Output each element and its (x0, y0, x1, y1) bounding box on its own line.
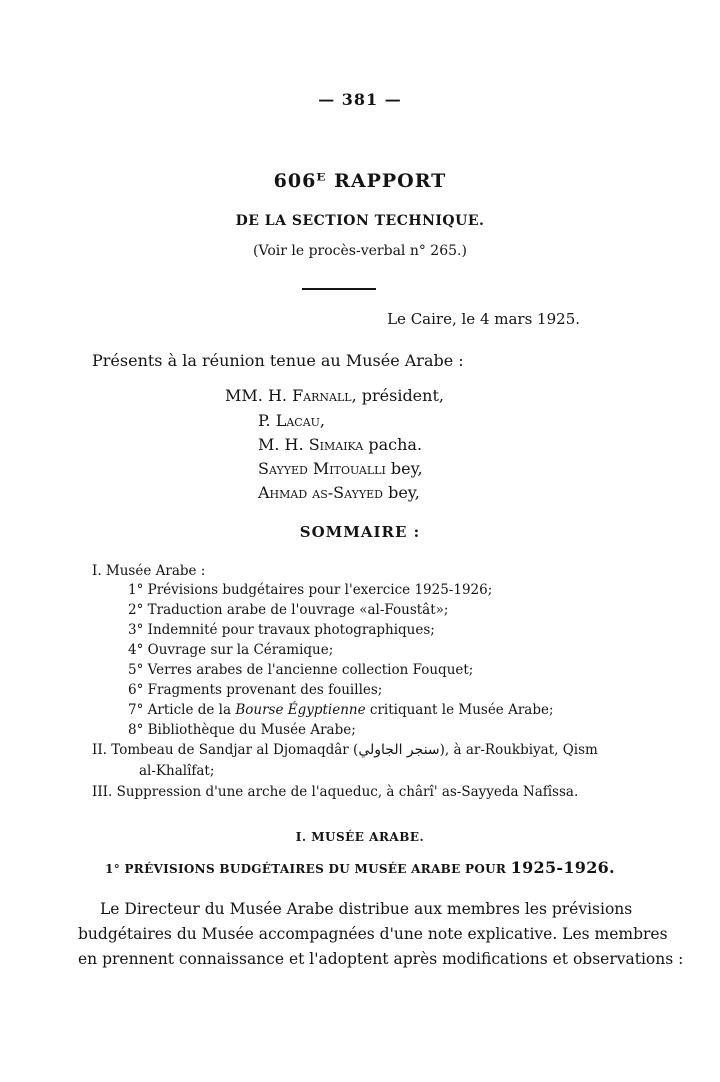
sommaire-item: 5° Verres arabes de l'ancienne collection Fouquet; (128, 662, 474, 678)
sommaire-item: 2° Traduction arabe de l'ouvrage «al-Foustât»; (128, 602, 449, 618)
section-title: I. MUSÉE ARABE. (295, 830, 425, 844)
sommaire-title: SOMMAIRE : (299, 523, 421, 541)
sommaire-item-text: critiquant le Musée Arabe; (365, 702, 554, 718)
sommaire-item: 6° Fragments provenant des fouilles; (128, 682, 383, 698)
newspaper-title: Bourse Égyptienne (235, 702, 366, 718)
sommaire-item-text: 7° Article de la (128, 702, 236, 718)
member-name: Lacau (275, 411, 320, 430)
member-name: Ahmad as-Sayyed (258, 483, 383, 502)
report-subtitle: DE LA SECTION TECHNIQUE. (235, 213, 485, 229)
sommaire-item: 3° Indemnité pour travaux photographiques; (128, 622, 435, 638)
section-subtitle (0, 858, 720, 877)
member-suffix: , président, (351, 386, 444, 405)
sommaire-item (92, 742, 598, 758)
member-suffix: bey, (385, 459, 423, 478)
sommaire-item: 1° Prévisions budgétaires pour l'exercice 1925-1926; (128, 582, 493, 598)
member-name: Sayyed Mitoualli (258, 459, 386, 478)
sommaire-item-text: II. Tombeau de Sandjar al Djomaqdâr ( (92, 742, 359, 758)
member-prefix: MM. H. (225, 386, 293, 405)
section-subtitle-label: 1° PRÉVISIONS BUDGÉTAIRES DU MUSÉE ARABE POUR (105, 862, 507, 876)
attendance-intro: Présents à la réunion tenue au Musée Arabe : (92, 351, 464, 370)
date-line: Le Caire, le 4 mars 1925. (387, 310, 580, 328)
sommaire-item-text: ), à ar-Roukbiyat, Qism (439, 742, 598, 758)
member-suffix: bey, (382, 483, 420, 502)
member-line (258, 435, 422, 454)
paragraph-line: budgétaires du Musée accompagnées d'une note explicative. Les membres (78, 925, 668, 943)
report-title: 606ᴱ RAPPORT (273, 170, 447, 192)
report-reference-note: (Voir le procès-verbal n° 265.) (253, 243, 467, 259)
sommaire-item: 8° Bibliothèque du Musée Arabe; (128, 722, 356, 738)
page-number: — 381 — (318, 90, 402, 109)
member-suffix: pacha. (363, 435, 423, 454)
member-line (258, 483, 420, 502)
sommaire-item: 4° Ouvrage sur la Céramique; (128, 642, 334, 658)
arabic-name: سنجر الجاولي (358, 742, 440, 758)
paragraph-line: Le Directeur du Musée Arabe distribue aux membres les prévisions (100, 900, 633, 918)
sommaire-item: III. Suppression d'une arche de l'aqueduc, à chârî' as-Sayyeda Nafîssa. (92, 784, 579, 800)
sommaire-item: al-Khalîfat; (139, 763, 215, 779)
sommaire-item: I. Musée Arabe : (92, 563, 206, 579)
member-prefix: P. (258, 411, 276, 430)
member-line (258, 459, 423, 478)
title-divider (302, 288, 376, 290)
paragraph-line: en prennent connaissance et l'adoptent après modifications et observations : (78, 950, 684, 968)
section-subtitle-year: 1925-1926. (510, 858, 615, 877)
sommaire-item (128, 702, 554, 718)
member-name: Simaika (308, 435, 364, 454)
member-line (225, 386, 444, 405)
member-line (258, 411, 325, 430)
member-suffix: , (319, 411, 325, 430)
member-name: Farnall (292, 386, 352, 405)
member-prefix: M. H. (258, 435, 309, 454)
